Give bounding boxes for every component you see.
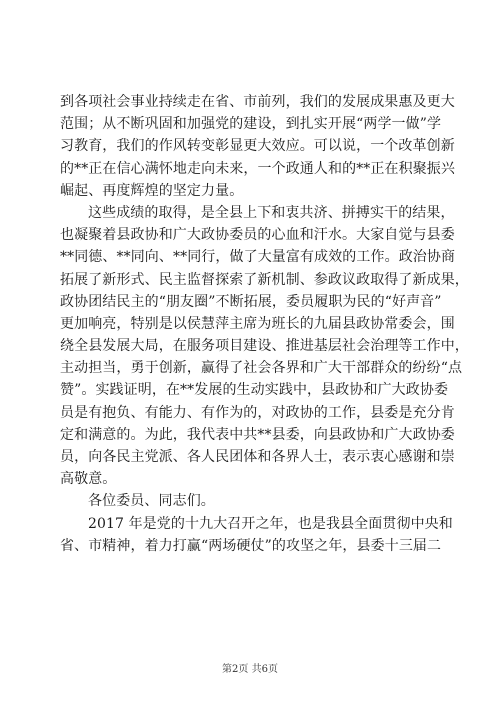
paragraph-start-line: 这些成绩的取得，是全县上下和衷共济、拼搏实干的结果， [88, 204, 455, 221]
text-line: 到各项社会事业持续走在省、市前列，我们的发展成果惠及更大 [60, 94, 455, 110]
text-line: 主动担当，勇于创新，赢得了社会各界和广大干部群众的纷纷“点 [60, 360, 463, 377]
text-line: 绕全县发展大局，在服务项目建设、推进基层社会治理等工作中， [60, 338, 469, 355]
text-line: 高敬意。 [60, 471, 117, 488]
paragraph-start-line: 2017 年是党的十九大召开之年，也是我县全面贯彻中央和 [88, 515, 453, 532]
text-line: 省、市精神，着力打赢“两场硬仗”的攻坚之年，县委十三届二 [60, 537, 442, 554]
text-line: 员，向各民主党派、各人民团体和各界人士，表示衷心感谢和崇 [60, 449, 455, 465]
text-line: 更加响亮，特别是以侯慧萍主席为班长的九届县政协常委会，围 [60, 315, 455, 332]
text-line: 范围；从不断巩固和加强党的建设，到扎实开展“两学一做”学 [60, 116, 442, 133]
text-line: 习教育，我们的作风转变彰显更大效应。可以说，一个改革创新 [60, 138, 455, 155]
text-line: 拓展了新形式、民主监督探索了新机制、参政议政取得了新成果， [60, 271, 469, 288]
text-line: 的**正在信心满怀地走向未来，一个政通人和的**正在积聚振兴 [60, 160, 455, 177]
text-line: 员是有抱负、有能力、有作为的，对政协的工作，县委是充分肯 [60, 404, 455, 421]
text-line: 崛起、再度辉煌的坚定力量。 [60, 182, 244, 199]
document-body [60, 91, 469, 557]
text-line: 定和满意的。为此，我代表中共**县委，向县政协和广大政协委 [60, 426, 455, 443]
text-line: 也凝聚着县政协和广大政协委员的心血和汗水。大家自觉与县委 [60, 227, 455, 244]
text-line: 政协团结民主的“朋友圈”不断拓展，委员履职为民的“好声音” [60, 293, 442, 310]
text-line: 赞”。实践证明，在**发展的生动实践中，县政协和广大政协委 [60, 382, 449, 399]
text-line: **同德、**同向、**同行，做了大量富有成效的工作。政治协商 [60, 249, 456, 266]
greeting-line: 各位委员、同志们。 [88, 493, 215, 510]
page-number-footer: 第2页 共6页 [222, 664, 278, 675]
